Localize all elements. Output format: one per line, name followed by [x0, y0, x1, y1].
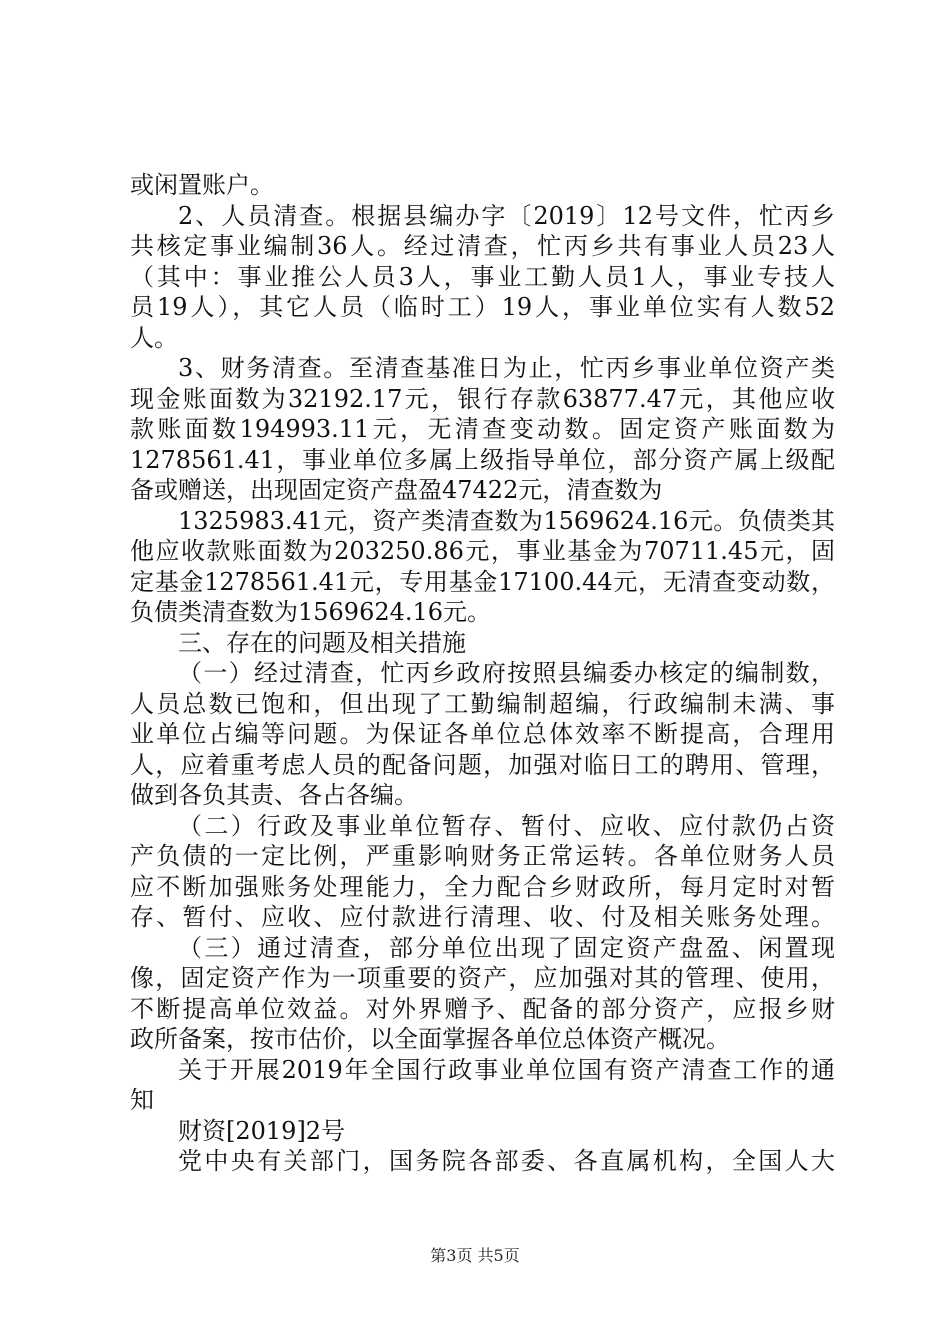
text-line: 人，应着重考虑人员的配备问题，加强对临日工的聘用、管理，: [130, 750, 835, 779]
text-line: 三、存在的问题及相关措施: [178, 628, 466, 657]
text-line: 政所备案，按市估价，以全面掌握各单位总体资产概况。: [130, 1025, 730, 1053]
text-line: 产负债的一定比例，严重影响财务正常运转。各单位财务人员: [130, 842, 835, 870]
text-line: 做到各负其责、各占各编。: [130, 781, 418, 809]
text-line: 关于开展2019年全国行政事业单位国有资产清查工作的通: [178, 1055, 835, 1084]
text-line: 应不断加强账务处理能力，全力配合乡财政所，每月定时对暂: [130, 872, 835, 901]
text-line: 存、暂付、应收、应付款进行清理、收、付及相关账务处理。: [130, 903, 835, 931]
text-line: （三）通过清查，部分单位出现了固定资产盘盈、闲置现: [178, 933, 835, 962]
text-line: 他应收款账面数为203250.86元，事业基金为70711.45元，固: [130, 537, 835, 565]
text-line: 现金账面数为32192.17元，银行存款63877.47元，其他应收: [130, 384, 835, 413]
text-line: 人员总数已饱和，但出现了工勤编制超编，行政编制未满、事: [130, 689, 835, 718]
text-line: 不断提高单位效益。对外界赠予、配备的部分资产，应报乡财: [130, 994, 835, 1023]
text-line: 知: [130, 1086, 154, 1114]
text-line: 人。: [130, 323, 178, 352]
page-footer: 第3页 共5页: [430, 1246, 520, 1265]
text-line: 党中央有关部门，国务院各部委、各直属机构，全国人大: [178, 1147, 835, 1175]
text-line: 共核定事业编制36人。经过清查，忙丙乡共有事业人员23人: [130, 232, 835, 260]
text-line: 负债类清查数为1569624.16元。: [130, 598, 492, 626]
text-line: 2、人员清查。根据县编办字〔2019〕12号文件，忙丙乡: [178, 201, 835, 230]
text-line: 员19人），其它人员（临时工）19人，事业单位实有人数52: [130, 293, 835, 321]
text-line: 财资[2019]2号: [178, 1116, 346, 1145]
text-line: （二）行政及事业单位暂存、暂付、应收、应付款仍占资: [178, 811, 835, 840]
document-body: [130, 170, 835, 1177]
text-line: （其中：事业推公人员3人，事业工勤人员1人，事业专技人: [130, 262, 835, 291]
text-line: 备或赠送，出现固定资产盘盈47422元，清查数为: [130, 476, 663, 504]
text-line: 1325983.41元，资产类清查数为1569624.16元。负债类其: [178, 506, 835, 535]
text-line: 1278561.41，事业单位多属上级指导单位，部分资产属上级配: [130, 445, 835, 474]
text-line: 业单位占编等问题。为保证各单位总体效率不断提高，合理用: [130, 720, 835, 748]
text-line: 或闲置账户。: [130, 171, 274, 199]
text-line: 3、财务清查。至清查基准日为止，忙丙乡事业单位资产类: [178, 354, 835, 382]
text-line: 像，固定资产作为一项重要的资产，应加强对其的管理、使用，: [130, 964, 835, 992]
text-line: （一）经过清查，忙丙乡政府按照县编委办核定的编制数，: [178, 659, 835, 687]
text-line: 定基金1278561.41元，专用基金17100.44元，无清查变动数，: [130, 567, 835, 596]
text-line: 款账面数194993.11元，无清查变动数。固定资产账面数为: [130, 415, 835, 443]
